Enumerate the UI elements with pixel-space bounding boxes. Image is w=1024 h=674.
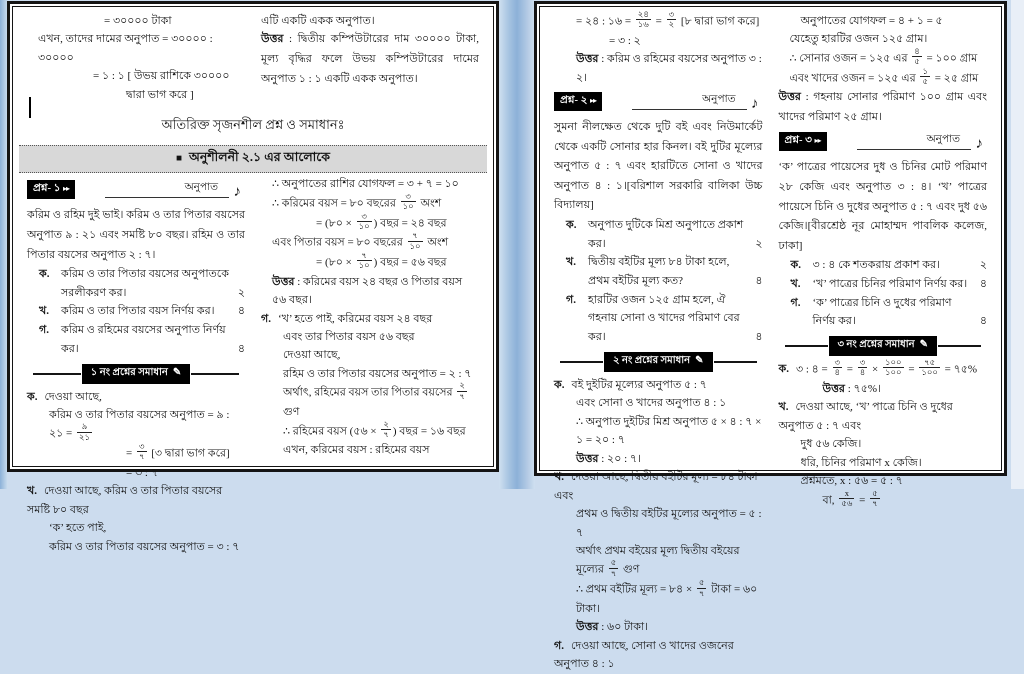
fraction-denominator: ৭	[872, 497, 878, 508]
fraction-numerator: ৫	[609, 558, 619, 568]
page1-main-left-column	[27, 175, 245, 556]
fraction-numerator: ৩	[859, 357, 866, 368]
question-header	[779, 132, 988, 154]
text-line: বা, $\frac{x}{৫৬}$ = $\frac{৫}{৭}$	[822, 487, 878, 508]
text-line: = ১ : ১ [ উভয় রাশিকে ৩০০০০	[93, 70, 230, 83]
question-text: দ্বিতীয় বইটির মূল্য ৮৪ টাকা হলে, প্রথম বইটির মূল্য কত?	[588, 256, 730, 288]
solution-rule	[714, 361, 757, 363]
fraction	[839, 489, 854, 509]
question-item	[554, 216, 763, 253]
chevron-right-icon: ▸▸	[63, 184, 70, 194]
fraction-numerator: ২৪	[637, 9, 649, 19]
question-item	[27, 265, 245, 302]
fraction	[457, 381, 467, 401]
page-1	[7, 1, 499, 553]
pencil-icon: ✎	[919, 339, 928, 351]
fraction-numerator: ২	[459, 380, 465, 391]
chevron-right-icon: ▸▸	[814, 136, 821, 146]
fraction-denominator: ৭	[610, 567, 617, 578]
viewer-right-margin	[1011, 0, 1024, 489]
question-item	[554, 253, 763, 290]
chevron-right-icon: ▸▸	[590, 96, 597, 106]
text-line: ∴ করিমের বয়স = ৮০ বছরের $\frac{৩}{১০}$ অংশ	[272, 190, 442, 212]
fraction-denominator: ৭	[459, 390, 465, 401]
item-letter: ক.	[566, 218, 577, 231]
item-letter: খ.	[566, 256, 576, 269]
fraction	[77, 422, 92, 442]
solution-rule	[938, 345, 981, 347]
text-line: ∴ অনুপাতের রাশির যোগফল = ৩ + ৭ = ১০	[272, 178, 459, 191]
page2-main-section	[546, 9, 995, 674]
item-letter: খ.	[778, 401, 789, 414]
question-item	[27, 302, 245, 321]
page1-main-section	[19, 175, 487, 556]
paragraph: উত্তর : গহনায় সোনার পরিমাণ ১০০ গ্রাম এবং খাদের পরিমাণ ২৫ গ্রাম।	[778, 91, 987, 123]
question-header	[554, 92, 763, 114]
ornament-icon: ♪	[751, 96, 759, 113]
text-line: ∴ প্রথম বইটির মূল্য = ৮৪ × $\frac{৫}{৭}$ টাকা = ৬০ টাকা।	[576, 577, 758, 615]
question-item	[779, 275, 988, 294]
fraction	[697, 578, 707, 598]
marks-value: ৪	[755, 275, 763, 288]
item-letter: গ.	[554, 639, 564, 652]
text-line: গ. ‘খ’ হতে পাই, করিমের বয়স ২৪ বছর	[261, 312, 433, 325]
fraction-denominator: ১০	[402, 201, 414, 212]
page-2-content	[539, 6, 1002, 671]
text-line: অনুপাতের যোগফল = ৪ + ১ = ৫	[800, 15, 943, 27]
text-line: রহিম ও তার পিতার বয়সের অনুপাত = ২ : ৭	[283, 367, 472, 380]
item-letter: ক.	[39, 268, 50, 281]
text-line: = (৮০ × $\frac{৭}{১০}$ ) বছর = ৫৬ বছর	[316, 249, 447, 271]
solution-header	[560, 352, 757, 372]
fraction-denominator: ১০০	[921, 367, 938, 378]
fraction-denominator: ১০	[358, 260, 370, 271]
item-letter: ক.	[554, 378, 565, 391]
fraction-numerator: ২	[383, 418, 389, 429]
marks-value: ৪	[979, 278, 987, 291]
page-1-content	[12, 6, 494, 553]
text-line: ∴ রহিমের বয়স (৫৬ × $\frac{২}{৭}$ ) বছর = ১৬ বছর	[283, 418, 466, 439]
text-line: উত্তর : ২০ : ৭।	[576, 452, 642, 465]
item-letter: গ.	[790, 296, 801, 309]
question-text: করিম ও তার পিতার বয়স নির্ণয় কর।	[61, 305, 215, 318]
paragraph: উত্তর : দ্বিতীয় কম্পিউটারের দাম ৩০০০০ টাকা, মূল্য বৃদ্ধির ফলে উভয় কম্পিউটারের দামের অনুপাত ১ : ১ একটি একক অনুপাত।	[261, 33, 479, 85]
item-letter: খ.	[790, 278, 801, 291]
marks-value: ২	[237, 286, 245, 299]
fraction	[870, 489, 880, 509]
text-line: = ৩ : ২	[609, 34, 641, 47]
page2-right-column	[779, 12, 988, 674]
text-line: এবং সোনা ও খাদের অনুপাত ৪ : ১	[576, 397, 727, 410]
topic-tag: অনুপাত	[182, 180, 221, 197]
fraction-denominator: ৭	[383, 428, 389, 439]
page1-top-left-column	[27, 12, 245, 104]
text-line: উত্তর : করিম ও রহিমের বয়সের অনুপাত ৩ : ২।	[576, 53, 762, 84]
question-number-badge: প্রশ্ন- ৩ ▸▸	[779, 132, 827, 151]
fraction	[912, 47, 922, 67]
text-line: প্রথম ও দ্বিতীয় বইটির মূল্যের অনুপাত = ৫ : ৭	[576, 508, 762, 539]
fraction	[833, 358, 843, 378]
text-line: দ্বারা ভাগ করে ]	[126, 88, 194, 101]
fraction-numerator: ১০০	[885, 357, 902, 368]
text-line: খ. দেওয়া আছে, করিম ও তার পিতার বয়সের সমষ্টি ৮০ বছর	[27, 485, 223, 516]
topic-tag: অনুপাত	[699, 92, 738, 109]
fraction-denominator: ৪	[859, 367, 866, 378]
fraction	[408, 231, 423, 251]
text-line: দেওয়া আছে,	[283, 349, 341, 362]
fraction-numerator: ৭	[357, 251, 372, 261]
solution-header	[33, 364, 239, 384]
solution-badge: ১ নং প্রশ্নের সমাধান ✎	[82, 364, 190, 384]
fraction-numerator: ১	[922, 65, 928, 76]
item-letter: গ.	[566, 293, 576, 306]
text-line: করিম ও তার পিতার বয়সের অনুপাত = ৩ : ৭	[49, 540, 240, 553]
question-item	[779, 256, 988, 275]
fraction-denominator: ৫	[914, 56, 920, 67]
solution-rule	[560, 361, 603, 363]
text-line: খ. দেওয়া আছে, ‘খ’ পাত্রে চিনি ও দুধের অনুপাত ৫ : ৭ এবং	[778, 401, 953, 432]
marks-value: ৪	[755, 331, 763, 344]
text-line: = $\frac{৩}{৭}$ [৩ দ্বারা ভাগ করে]	[126, 441, 230, 462]
item-letter: গ.	[261, 312, 271, 325]
fraction-denominator: ২	[668, 19, 675, 30]
pencil-icon: ✎	[695, 354, 704, 366]
fraction-numerator: ৩	[138, 441, 145, 452]
fraction-denominator: ৫	[922, 75, 928, 86]
ornament-icon: ♪	[233, 184, 241, 201]
text-line: অর্থাৎ, রহিমের বয়স তার পিতার বয়সের $\frac{২}{৭}$ গুণ	[283, 380, 465, 419]
paragraph: করিম ও রহিম দুই ভাই। করিম ও তার পিতার বয়সের অনুপাত ৯ : ২১ এবং সমষ্টি ৮০ বছর। রহিম ও তার পিতার বয়সের অনুপাত ২ : ৭।	[27, 209, 245, 261]
text-line: = ৩০০০০ টাকা	[104, 15, 172, 27]
text-line: উত্তর : করিমের বয়স ২৪ বছর ও পিতার বয়স ৫৬ বছর।	[272, 275, 463, 307]
item-letter: খ.	[554, 471, 564, 484]
fraction-numerator: ৩	[668, 9, 675, 19]
solution-rule	[33, 373, 81, 375]
question-item	[779, 294, 988, 331]
text-line: উত্তর : ৭৫%।	[822, 382, 881, 395]
paragraph: সুমনা নীলক্ষেত থেকে দুটি বই এবং নিউমার্কেট থেকে একটি সোনার হার কিনল। বই দুটির মূল্যের অনুপাত ৫ : ৭ এবং হারটিতে সোনা ও খাদের অনুপাত ৪ : ১।[বরিশাল সরকারি বালিকা উচ্চ বিদ্যালয়]	[554, 121, 763, 212]
text-line: ক. দেওয়া আছে,	[27, 390, 102, 403]
question-text: ‘খ’ পাত্রের চিনির পরিমাণ নির্ণয় কর।	[812, 278, 968, 291]
text-line: দুধ ৫৬ কেজি।	[800, 438, 862, 451]
text-line: = (৮০ × $\frac{৩}{১০}$ ) বছর = ২৪ বছর	[316, 210, 447, 231]
text-line: এখন, তাদের দামের অনুপাত = ৩০০০০ : ৩০০০০	[38, 33, 213, 64]
fraction-denominator: ১০০	[885, 367, 902, 378]
fraction-numerator: ৭৫	[919, 358, 940, 368]
text-line: খ. দেওয়া আছে, দ্বিতীয় বইটির মূল্য = ৮৪ টাকা এবং	[554, 471, 758, 502]
text-line: উত্তর : ৬০ টাকা।	[576, 621, 649, 634]
solution-rule	[785, 345, 828, 347]
text-line: = ২৪ : ১৬ = $\frac{২৪}{১৬}$ = $\frac{৩}{২}$ [৮ দ্বারা ভাগ করে]	[576, 9, 760, 30]
text-line: ‘ক’ হতে পাই,	[49, 522, 107, 535]
fraction-numerator: ৫	[697, 578, 707, 588]
text-line: অর্থাৎ প্রথম বইয়ের মূল্য দ্বিতীয় বইয়ের মূল্যের $\frac{৫}{৭}$ গুণ	[576, 545, 740, 578]
marks-value: ২	[755, 237, 763, 250]
header-rule	[632, 109, 747, 110]
fraction-denominator: ৪	[834, 367, 841, 378]
question-text: করিম ও রহিমের বয়সের অনুপাত নির্ণয় কর।	[61, 324, 226, 355]
fraction-denominator: ২১	[79, 431, 91, 442]
fraction	[381, 420, 391, 440]
fraction	[920, 67, 930, 87]
pencil-icon: ✎	[172, 366, 182, 378]
text-line: এবং খাদের ওজন = ১২৫ এর $\frac{১}{৫}$ = ২৫ গ্রাম	[789, 65, 979, 86]
text-line: ধরি, চিনির পরিমাণ x কেজি।	[800, 456, 922, 469]
text-line: = ৩ : ৭	[126, 466, 158, 479]
page1-top-right-column	[261, 12, 479, 104]
text-line: করিম ও তার পিতার বয়সের অনুপাত = ৯ : ২১ = $\frac{৯}{২১}$	[49, 408, 230, 442]
fraction	[401, 192, 416, 212]
fraction	[919, 358, 940, 378]
item-letter: গ.	[39, 324, 49, 337]
section-title: অতিরিক্ত সৃজনশীল প্রশ্ন ও সমাধানঃ	[161, 117, 345, 133]
question-number-badge: প্রশ্ন- ১ ▸▸	[27, 180, 75, 199]
text-line: যেহেতু হারটির ওজন ১২৫ গ্রাম।	[789, 33, 928, 46]
item-letter: ক.	[790, 259, 801, 272]
item-letter: ক.	[778, 363, 789, 376]
item-letter: খ.	[27, 485, 37, 498]
fraction	[883, 358, 904, 378]
fraction	[137, 442, 147, 462]
fraction-numerator: ৩	[834, 357, 841, 368]
topic-tag: অনুপাত	[924, 132, 963, 149]
fraction	[609, 558, 619, 578]
text-line: এবং পিতার বয়স = ৮০ বছরের $\frac{৭}{১০}$ অংশ	[272, 230, 449, 251]
fraction-numerator: ৭	[408, 231, 423, 241]
question-text: অনুপাত দুটিকে মিশ্র অনুপাতে প্রকাশ কর।	[588, 218, 744, 250]
marks-value: ৪	[237, 305, 245, 318]
exercise-header-bar	[19, 145, 487, 173]
marks-value: ২	[979, 259, 987, 272]
page2-left-column	[554, 9, 763, 674]
header-rule	[105, 197, 229, 198]
text-line: এবং তার পিতার বয়স ৫৬ বছর	[283, 330, 415, 343]
text-line: ক. বই দুইটির মূল্যের অনুপাত ৫ : ৭	[554, 378, 707, 391]
question-number-badge: প্রশ্ন- ২ ▸▸	[554, 92, 602, 111]
text-line: এখন, করিমের বয়স : রহিমের বয়স	[283, 444, 430, 457]
fraction-numerator: ৯	[77, 422, 92, 432]
solution-rule	[191, 373, 239, 375]
text-line: ক. ৩ : ৪ = $\frac{৩}{৪}$ = $\frac{৩}{৪}$ × $\frac{১০০}{১০০}$ = $\frac{৭৫}{১০০}$ = ৭৫%	[778, 357, 978, 378]
question-text: করিম ও তার পিতার বয়সের অনুপাতকে সরলীকরণ কর।	[61, 268, 229, 299]
fraction-numerator: ৫	[870, 489, 880, 499]
solution-badge: ২ নং প্রশ্নের সমাধান ✎	[604, 352, 712, 372]
question-item	[27, 321, 245, 358]
page1-main-right-column	[261, 175, 479, 556]
header-rule	[857, 149, 972, 150]
fraction	[636, 10, 651, 30]
fraction-denominator: ১০	[409, 240, 421, 251]
solution-header	[785, 336, 982, 356]
square-bullet-icon: ■	[175, 153, 182, 165]
page-2	[534, 1, 1007, 671]
fraction	[667, 10, 677, 30]
fraction-denominator: ৭	[138, 451, 145, 462]
question-text: ৩ : ৪ কে শতকরায় প্রকাশ কর।	[812, 259, 940, 272]
text-line: ∴ অনুপাত দুইটির মিশ্র অনুপাত ৫ × ৪ : ৭ × ১ = ২০ : ৭	[576, 415, 762, 447]
fraction-denominator: ৭	[698, 587, 705, 598]
page-gap	[499, 0, 535, 489]
exercise-header-label: অনুশীলনী ২.১ এর আলোকে	[189, 150, 331, 165]
text-line: ∴ সোনার ওজন = ১২৫ এর $\frac{৪}{৫}$ = ১০০ গ্রাম	[789, 45, 978, 67]
fraction-denominator: ৫৬	[841, 497, 853, 508]
marks-value: ৪	[979, 315, 987, 328]
fraction	[858, 358, 868, 378]
fraction-numerator: ৪	[914, 45, 920, 56]
item-letter: খ.	[39, 305, 49, 318]
item-letter: ক.	[27, 390, 38, 403]
text-line: এটি একটি একক অনুপাত।	[261, 15, 375, 27]
fraction-numerator: x	[839, 489, 854, 499]
question-text: ‘ক’ পাত্রের চিনি ও দুধের পরিমাণ নির্ণয় কর।	[812, 296, 952, 328]
question-header	[27, 180, 245, 202]
fraction-numerator: ৩	[401, 192, 416, 202]
fraction-denominator: ১০	[358, 220, 370, 231]
fraction-denominator: ১৬	[637, 19, 649, 30]
text-line: গ. দেওয়া আছে, সোনা ও খাদের ওজনের অনুপাত ৪ : ১	[554, 639, 734, 671]
solution-badge: ৩ নং প্রশ্নের সমাধান ✎	[829, 336, 937, 356]
paragraph: ‘ক’ পাত্রের পায়েসের দুধ ও চিনির মোট পরিমাণ ২৮ কেজি এবং অনুপাত ৩ : ৪। ‘খ’ পাত্রের পায়েসে চিনি ও দুধের অনুপাত ৫ : ৭ এবং দুধ ৫৬ কেজি।[বীরশ্রেষ্ঠ নূর মোহাম্মদ পাবলিক কলেজ, ঢাকা]	[778, 161, 987, 252]
text-line: প্রশ্নমতে, x : ৫৬ = ৫ : ৭	[800, 475, 903, 488]
page1-top-section	[19, 12, 487, 104]
marks-value: ৪	[237, 342, 245, 355]
ornament-icon: ♪	[975, 136, 983, 153]
question-text: হারটির ওজন ১২৫ গ্রাম হলে, ঐ গহনায় সোনা ও খাদের পরিমাণ বের কর।	[588, 293, 740, 344]
fraction	[357, 251, 372, 271]
question-item	[554, 291, 763, 347]
fraction-numerator: ৩	[357, 212, 372, 222]
fraction	[357, 212, 372, 232]
